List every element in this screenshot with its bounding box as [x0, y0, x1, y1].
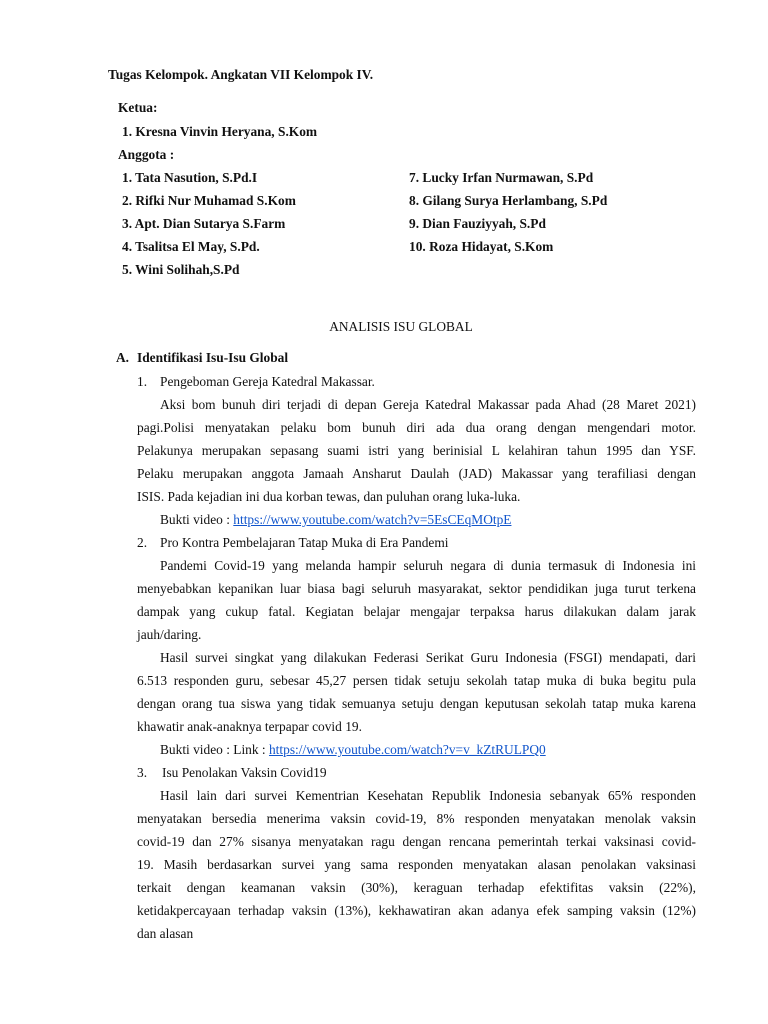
member-right: 8. Gilang Surya Herlambang, S.Pd: [409, 193, 608, 208]
paragraph-line: Hasil lain dari survei Kementrian Kesehatan Republik Indonesia sebanyak 65% responden: [160, 788, 696, 803]
bukti-label: Bukti video :: [160, 512, 234, 527]
paragraph-line: 6.513 responden guru, sebesar 45,27 persen tidak setuju sekolah tatap muka di buka begitu pula: [137, 673, 696, 688]
paragraph-line: Pandemi Covid-19 yang melanda hampir seluruh negara di dunia termasuk di Indonesia ini: [160, 558, 696, 573]
member-left: 4. Tsalitsa El May, S.Pd.: [122, 239, 260, 254]
paragraph-line: 19. Masih berdasarkan survei yang sama responden menyatakan alasan penolakan vaksinasi: [137, 857, 696, 872]
video-link[interactable]: https://www.youtube.com/watch?v=v_kZtRULPQ0: [268, 742, 546, 757]
anggota-label: Anggota :: [118, 147, 175, 162]
item-title: Isu Penolakan Vaksin Covid19: [162, 765, 327, 780]
member-right: 7. Lucky Irfan Nurmawan, S.Pd: [409, 170, 594, 185]
paragraph-line: Hasil survei singkat yang dilakukan Federasi Serikat Guru Indonesia (FSGI) mendapati, dari: [160, 650, 696, 665]
paragraph-line: dampak yang cukup fatal. Kegiatan belajar mengajar terpaksa harus dilakukan dalam jarak: [137, 604, 696, 619]
paragraph-line: ketidakpercayaan terhadap vaksin (13%), kekhawatiran akan adanya efek samping vaksin (12%): [137, 903, 696, 918]
paragraph-line: khawatir anak-anaknya terpapar covid 19.: [137, 719, 362, 734]
paragraph-line: menyatakan bersedia menerima vaksin covid-19, 8% responden menyatakan menolak vaksin: [137, 811, 696, 826]
bukti-label: Bukti video : Link :: [160, 742, 269, 757]
paragraph-line: pagi.Polisi menyatakan pelaku bom bunuh diri ada dua orang dengan mengendari motor.: [137, 420, 696, 435]
bukti-line: [160, 741, 546, 759]
page-title: ANALISIS ISU GLOBAL: [329, 319, 473, 334]
member-left: 3. Apt. Dian Sutarya S.Farm: [122, 216, 286, 231]
paragraph-line: Aksi bom bunuh diri terjadi di depan Gereja Katedral Makassar pada Ahad (28 Maret 2021): [160, 397, 696, 412]
paragraph-line: Pelaku merupakan anggota Jamaah Ansharut Daulah (JAD) Makassar yang terafiliasi dengan: [137, 466, 696, 481]
item-title: Pengeboman Gereja Katedral Makassar.: [160, 374, 375, 389]
ketua-label: Ketua:: [118, 100, 158, 115]
paragraph-line: covid-19 dan 27% sisanya menyatakan ragu dengan rencana pemerintah terkai vaksinasi covid-: [137, 834, 696, 849]
member-right: 9. Dian Fauziyyah, S.Pd: [409, 216, 546, 231]
section-heading: Identifikasi Isu-Isu Global: [137, 350, 289, 365]
item-title: Pro Kontra Pembelajaran Tatap Muka di Era Pandemi: [160, 535, 449, 550]
bukti-line: [160, 511, 511, 529]
ketua-name: 1. Kresna Vinvin Heryana, S.Kom: [122, 124, 318, 139]
member-left: 2. Rifki Nur Muhamad S.Kom: [122, 193, 296, 208]
paragraph-line: jauh/daring.: [137, 627, 202, 642]
document-header: Tugas Kelompok. Angkatan VII Kelompok IV.: [108, 67, 374, 82]
item-number: 2.: [137, 535, 148, 550]
member-right: 10. Roza Hidayat, S.Kom: [409, 239, 554, 254]
paragraph-line: ISIS. Pada kejadian ini dua korban tewas, dan puluhan orang luka-luka.: [137, 489, 521, 504]
item-number: 1.: [137, 374, 148, 389]
paragraph-line: dengan orang tua siswa yang tidak semuanya setuju dengan keputusan sekolah tatap muka karena: [137, 696, 696, 711]
video-link[interactable]: https://www.youtube.com/watch?v=5EsCEqMOtpE: [233, 512, 512, 527]
paragraph-line: terkait dengan keamanan vaksin (30%), keraguan terhadap efektifitas vaksin (22%),: [137, 880, 696, 895]
member-left: 5. Wini Solihah,S.Pd: [122, 262, 240, 277]
paragraph-line: dan alasan: [137, 926, 194, 941]
paragraph-line: menyebabkan kepanikan luar biasa bagi seluruh masyarakat, sektor pendidikan juga turut terkena: [137, 581, 696, 596]
section-marker: A.: [116, 350, 130, 365]
item-number: 3.: [137, 765, 148, 780]
member-left: 1. Tata Nasution, S.Pd.I: [122, 170, 258, 185]
paragraph-line: Pelakunya merupakan sepasang suami istri yang berinisial L kelahiran tahun 1995 dan YSF.: [137, 443, 696, 458]
